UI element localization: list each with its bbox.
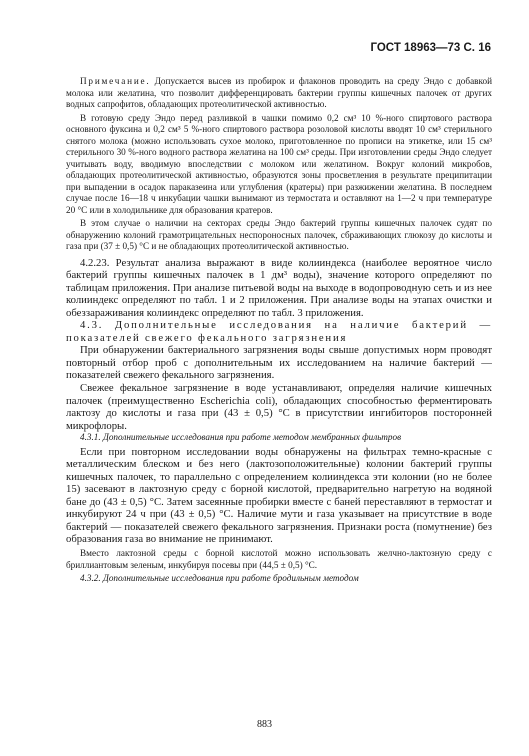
section-4-3-paragraph-2: Свежее фекальное загрязнение в воде устанавливают, определяя наличие кишечных палочек (преимущественно Escherichia coli), обладающих способностью ферментировать лактозу до кислоты и газа при (43 ± 0,5) °С в присутствии ингибиторов посторонней микрофлоры.	[66, 381, 492, 432]
page-number: 883	[257, 719, 272, 730]
note-text: Допускается высев из пробирок и флаконов проводить на среду Эндо с добавкой молока или желатина, что позволит дифференцировать бактерии группы кишечных палочек от других водных сапрофитов, обладающих протеолитической активностью.	[66, 76, 492, 109]
clause-4-3-2-heading: 4.3.2. Дополнительные исследования при работе бродильным методом	[80, 573, 359, 584]
sector-paragraph: В этом случае о наличии на секторах среды Эндо бактерий группы кишечных палочек судят по обнаружению колоний грамотрицательных неспороносных палочек, сбраживающих глюкозу до кислоты и газа при (37 ± 0,5) °С и не обладающих протеолитической активностью.	[66, 218, 492, 251]
clause-4-2-23: 4.2.23. Результат анализа выражают в виде колииндекса (наиболее вероятное число бактерий группы кишечных палочек в 1 дм³ воды), значение которого определяют по таблицам приложения. При анализе питьевой воды на выходе в водопроводную сеть и из нее колииндекс определяют по табл. 1 и 2 приложения. При анализе воды на этапах очистки и обеззараживания колииндекс определяют по табл. 3 приложения.	[66, 256, 492, 319]
note-lead: Примечание.	[80, 76, 151, 86]
note-paragraph	[66, 76, 492, 111]
endo-medium-paragraph: В готовую среду Эндо перед разливкой в чашки помимо 0,2 см³ 10 %-ного спиртового раствора основного фуксина и 0,2 см³ 5 %-ного спиртового раствора розоловой кислоты вводят 10 см³ стерильного снятого молока (можно использовать сухое молоко, приготовленное по прописи на этикетке, или 15 см³ стерильного 30 %-ного водного раствора желатина на 100 см³ среды. При изготовлении среды Эндо следует учитывать воду, вводимую впоследствии с молоком или желатином. Вокруг колоний микробов, обладающих протеолитической активностью, образуются зоны просветления в результате преципитации при выпадении в осадок параказеина или углубления (кратеры) при разжижении желатина. В последнем случае после 16—18 ч инкубации чашки вынимают из термостата и оставляют на 1—2 ч при температуре 20 °С или в холодильнике для образования кратеров.	[66, 112, 492, 215]
alternative-medium-paragraph: Вместо лактозной среды с борной кислотой можно использовать желчно-лактозную среду с бриллиантовым зеленым, инкубируя посевы при (44,5 ± 0,5) °С.	[66, 548, 492, 570]
section-4-3-paragraph-1: При обнаружении бактериального загрязнения воды свыше допустимых норм проводят повторный отбор проб с дополнительным их исследованием на наличие бактерий — показателей свежего фекального загрязнения.	[66, 344, 492, 382]
document-body	[66, 76, 492, 585]
section-4-3-heading: 4.3. Дополнительные исследования на наличие бактерий — показателей свежего фекального загрязнения	[66, 319, 492, 344]
clause-4-3-1-heading: 4.3.1. Дополнительные исследования при работе методом мембранных фильтров	[80, 432, 402, 443]
running-header: ГОСТ 18963—73 С. 16	[370, 42, 491, 54]
clause-4-3-1-paragraph: Если при повторном исследовании воды обнаружены на фильтрах темно-красные с металлическим блеском и без него (лактозоположительные) колонии бактерий группы кишечных палочек, то параллельно с определением колииндекса эти колонии (но не более 15) засевают в лактозную среду с борной кислотой, предварительно нагретую на водяной бане до (43 ± 0,5) °С. Затем засеянные пробирки вместе с баней переставляют в термостат и инкубируют 24 ч при (43 ± 0,5) °С. Наличие мути и газа указывает на присутствие в воде бактерий — показателей свежего фекального загрязнения. Признаки роста (помутнение) без образования газа во внимание не принимают.	[66, 445, 492, 546]
